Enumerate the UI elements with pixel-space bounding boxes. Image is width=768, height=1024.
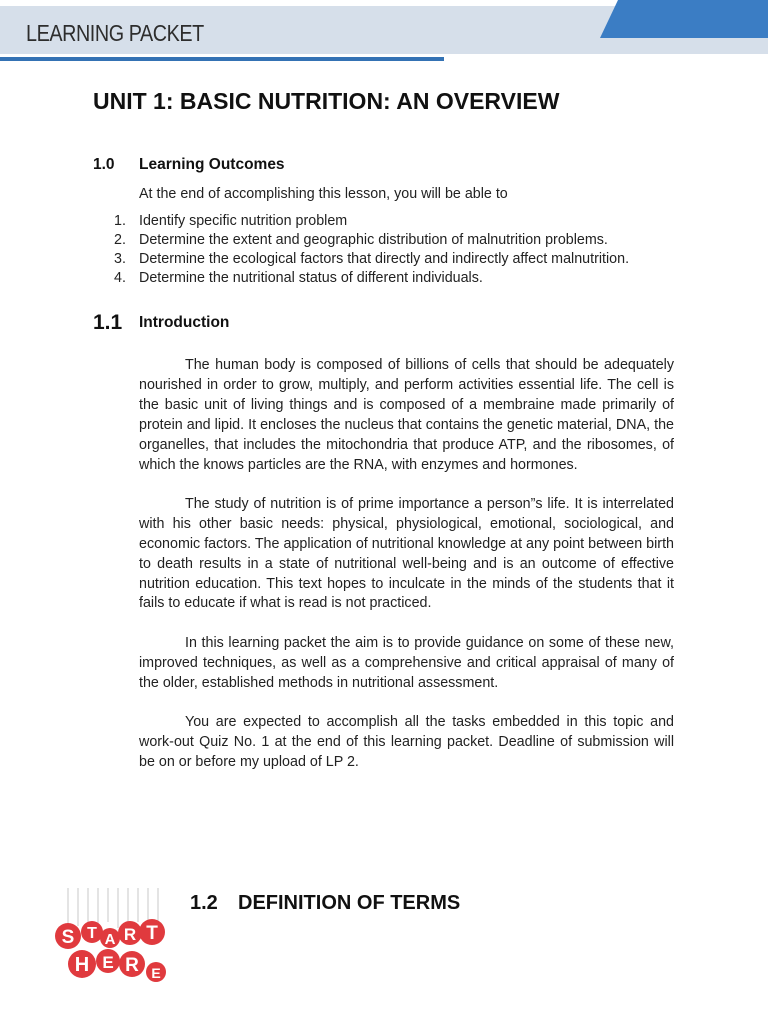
list-item <box>114 250 629 269</box>
paragraph: You are expected to accomplish all the tasks embedded in this topic and work-out Quiz No. 1 at the end of this learning packet. Deadline of submission will be on or before my upload of LP 2. <box>139 714 674 770</box>
list-item-number: 4. <box>114 270 126 286</box>
section-1-0-title: Learning Outcomes <box>139 156 285 173</box>
paragraph: The human body is composed of billions of cells that should be adequately nourished in order to grow, multiply, and perform activities essential life. The cell is the basic unit of living things and is composed of a membraine made primarily of protein and lipid. It encloses the nucleus that contains the genetic material, DNA, the organelles, that includes the mitochondria that produce ATP, and the ribosomes, of which the knows particles are the RNA, with enzymes and hormones. <box>139 357 674 473</box>
outcomes-intro: At the end of accomplishing this lesson, you will be able to <box>139 186 508 202</box>
outcomes-list <box>114 212 629 288</box>
list-item-number: 2. <box>114 232 126 248</box>
logo-letter: R <box>123 925 137 944</box>
logo-letter: T <box>87 925 97 942</box>
section-1-0-number: 1.0 <box>93 156 115 173</box>
section-1-1-title: Introduction <box>139 314 230 331</box>
header-title: LEARNING PACKET <box>26 20 204 46</box>
header-corner-accent <box>600 0 768 38</box>
list-item-text: Determine the extent and geographic distribution of malnutrition problems. <box>139 232 608 248</box>
list-item-text: Determine the nutritional status of different individuals. <box>139 270 483 286</box>
section-1-2-title: DEFINITION OF TERMS <box>238 892 461 914</box>
list-item-number: 3. <box>114 251 126 267</box>
list-item <box>114 231 629 250</box>
logo-letter: R <box>125 955 139 976</box>
logo-letter: H <box>74 954 90 976</box>
logo-letter: T <box>146 923 158 944</box>
page-header <box>0 0 768 64</box>
header-underline <box>0 57 444 61</box>
paragraph: The study of nutrition is of prime importance a person”s life. It is interrelated with his other basic needs: physical, physiological, emotional, sociological, and economic factors. The application of nutritional knowledge at any point between birth to death results in a state of nutritional well-being and is an outcome of effective nutrition education. This text hopes to inculcate in the minds of the students that it fails to educate if what is read is not practiced. <box>139 495 674 612</box>
start-here-logo <box>48 888 174 992</box>
logo-letter: E <box>151 965 161 981</box>
list-item-text: Identify specific nutrition problem <box>139 213 348 229</box>
section-1-2-number: 1.2 <box>190 892 218 914</box>
section-1-1-number: 1.1 <box>93 311 123 334</box>
list-item-number: 1. <box>114 213 126 229</box>
list-item-text: Determine the ecological factors that directly and indirectly affect malnutrition. <box>139 251 630 267</box>
logo-letter: E <box>102 953 114 972</box>
logo-letter: S <box>61 927 75 948</box>
list-item <box>114 212 629 231</box>
list-item <box>114 269 629 288</box>
paragraph: In this learning packet the aim is to provide guidance on some of these new, improved techniques, as well as a comprehensive and critical appraisal of many of the older, established methods in nutritional assessment. <box>139 634 674 691</box>
logo-letter: A <box>104 931 116 948</box>
unit-title: UNIT 1: BASIC NUTRITION: AN OVERVIEW <box>93 88 560 114</box>
introduction-body <box>139 356 674 792</box>
